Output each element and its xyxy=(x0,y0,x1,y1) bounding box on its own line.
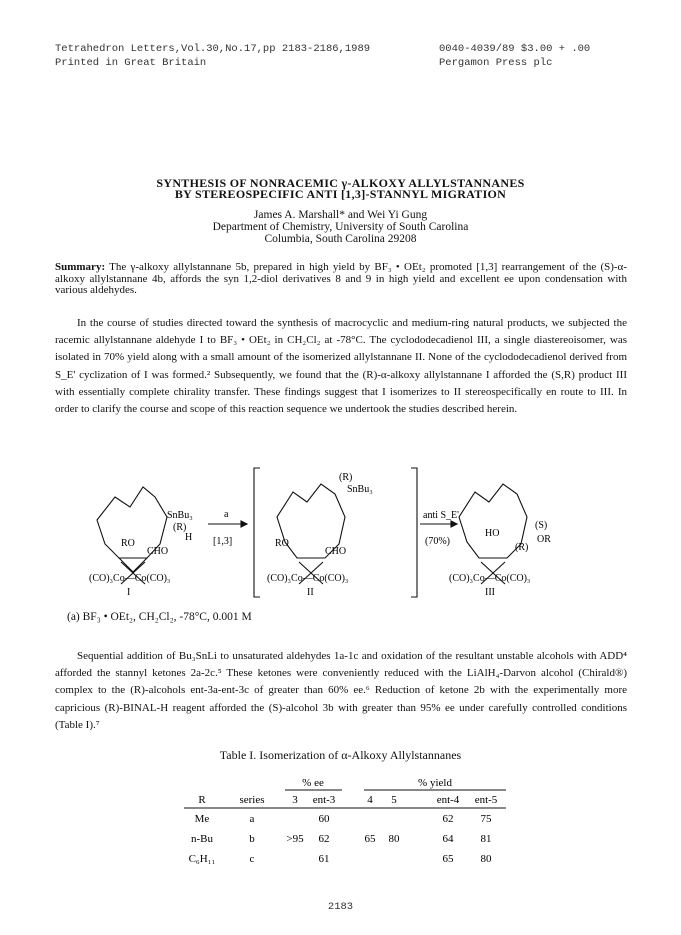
arrow2-reagent: anti S_E' xyxy=(423,510,459,521)
group-header-yield: % yield xyxy=(418,777,452,789)
label-h-1: H xyxy=(185,532,193,543)
col-header: R xyxy=(198,794,206,806)
table-cell: 80 xyxy=(388,833,400,845)
author-block xyxy=(0,209,681,245)
label-r-2: (R) xyxy=(339,472,353,483)
title-line-1: SYNTHESIS OF NONRACEMIC γ-ALKOXY ALLYLSTANNANES xyxy=(156,176,525,190)
col-header: ent-3 xyxy=(312,794,336,806)
conditions-footnote: (a) BF₃ • OEt₂, CH₂Cl₂, -78°C, 0.001 M xyxy=(67,611,252,623)
table-cell: c xyxy=(249,853,255,865)
paragraph-text: In the course of studies directed toward the synthesis of macrocyclic and medium-ring natural products, we subjected the racemic allylstannane aldehyde I to BF₃ • OEt₂ in CH₂Cl₂ at -78°C. The cyclododecadienol III, a single diastereoisomer, was isolated in 70% yield along with a small amount of the isomerized allylstannane II. None of the cyclododecadienol derived from S_E' cyclization of I was formed.² Subsequently, we found that the (R)-α-alkoxy allylstannane I afforded the (S,R) product III with essentially complete chirality transfer. These findings suggest that I isomerizes to II stereospecifically en route to III. In order to clarify the course and scope of this reaction sequence we undertook the studies described herein. xyxy=(55,317,627,416)
label-snbu3-1: SnBu₃ xyxy=(167,510,193,521)
label-cho-2: CHO xyxy=(325,546,347,557)
col-header: 5 xyxy=(391,794,397,806)
col-header: ent-4 xyxy=(436,794,460,806)
label-cobalt-2: (CO)₃Co—Co(CO)₃ xyxy=(267,573,349,584)
table-cell: 62 xyxy=(318,833,330,845)
table-cell: 62 xyxy=(442,813,454,825)
table-row xyxy=(195,813,492,825)
journal-header-left xyxy=(55,42,370,70)
printed-note: Printed in Great Britain xyxy=(55,57,207,69)
table-header-row xyxy=(198,794,497,806)
table-cell: Me xyxy=(194,813,210,825)
paragraph-text-2: Sequential addition of Bu₃SnLi to unsaturated aldehydes 1a-1c and oxidation of the resultant unstable alcohols with ADD⁴ afforded the stannyl ketones 2a-2c.⁵ These ketones were conveniently reduced with the LiAlH₄-Darvon alcohol (Chirald®) complex to the (R)-alcohols ent-3a-ent-3c of greater than 60% ee.⁶ Reduction of ketone 2b with the experimentally more capricious (R)-BINAL-H reagent afforded the (S)-alcohol 3b with greater than 95% ee under carefully controlled conditions (Table I).⁷ xyxy=(55,650,627,731)
summary xyxy=(55,262,627,297)
body-paragraph-1 xyxy=(55,315,627,418)
table-cell: 61 xyxy=(318,853,330,865)
table-row xyxy=(191,833,492,845)
body-paragraph-2 xyxy=(55,648,627,734)
compound-label-2: II xyxy=(307,587,314,598)
table-cell: >95 xyxy=(286,833,304,845)
label-r-1: (R) xyxy=(173,522,187,533)
price-code: 0040-4039/89 $3.00 + .00 xyxy=(439,43,591,55)
table-cell: 81 xyxy=(480,833,492,845)
col-header: series xyxy=(239,794,265,806)
label-s-3: (S) xyxy=(535,520,548,531)
table-cell: b xyxy=(249,833,255,845)
label-or-3: OR xyxy=(537,534,551,545)
table-cell: C₆H₁₁ xyxy=(188,853,216,865)
publisher: Pergamon Press plc xyxy=(439,57,553,69)
table-cell: 60 xyxy=(318,813,330,825)
reaction-scheme xyxy=(85,462,605,607)
arrow1-condition: [1,3] xyxy=(213,536,233,547)
label-ro-2: RO xyxy=(275,538,289,549)
label-cobalt-1: (CO)₃Co—Co(CO)₃ xyxy=(89,573,171,584)
table-cell: 65 xyxy=(364,833,376,845)
table-cell: 80 xyxy=(480,853,492,865)
page-number: 2183 xyxy=(327,901,354,913)
table-cell: 65 xyxy=(442,853,454,865)
author-names: James A. Marshall* and Wei Yi Gung xyxy=(253,209,428,221)
arrow2-yield: (70%) xyxy=(425,536,450,547)
col-header: ent-5 xyxy=(474,794,498,806)
table-cell: 64 xyxy=(442,833,454,845)
label-r-3: (R) xyxy=(515,542,529,553)
label-cho-1: CHO xyxy=(147,546,169,557)
table-cell: n-Bu xyxy=(191,833,213,845)
col-header: 4 xyxy=(367,794,373,806)
arrow1-reagent: a xyxy=(224,509,229,520)
compound-label-1: I xyxy=(127,587,131,598)
title-line-2: BY STEREOSPECIFIC ANTI [1,3]-STANNYL MIGRATION xyxy=(174,187,507,201)
summary-label: Summary: xyxy=(55,261,106,273)
address: Columbia, South Carolina 29208 xyxy=(264,233,417,245)
label-snbu3-2: SnBu₃ xyxy=(347,484,373,495)
group-header-ee: % ee xyxy=(302,777,324,789)
label-cobalt-3: (CO)₃Co—Co(CO)₃ xyxy=(449,573,531,584)
journal-header-right xyxy=(439,42,590,70)
table-cell: a xyxy=(249,813,255,825)
data-table xyxy=(180,768,510,890)
label-ho-3: HO xyxy=(485,528,500,539)
compound-label-3: III xyxy=(485,587,495,598)
col-header: 3 xyxy=(292,794,298,806)
table-caption: Table I. Isomerization of α-Alkoxy Allylstannanes xyxy=(219,748,462,762)
label-ro-1: RO xyxy=(121,538,135,549)
summary-text: The γ-alkoxy allylstannane 5b, prepared in high yield by BF₃ • OEt₂ promoted [1,3] rearrangement of the (S)-α-alkoxy allylstannane 4b, affords the syn 1,2-diol derivatives 8 and 9 in high yield and excellent ee upon condensation with various aldehydes. xyxy=(55,261,627,296)
affiliation: Department of Chemistry, University of South Carolina xyxy=(212,221,469,233)
journal-citation: Tetrahedron Letters,Vol.30,No.17,pp 2183-2186,1989 xyxy=(55,43,371,55)
paper-title xyxy=(0,178,681,200)
table-row xyxy=(189,853,492,865)
table-cell: 75 xyxy=(480,813,492,825)
